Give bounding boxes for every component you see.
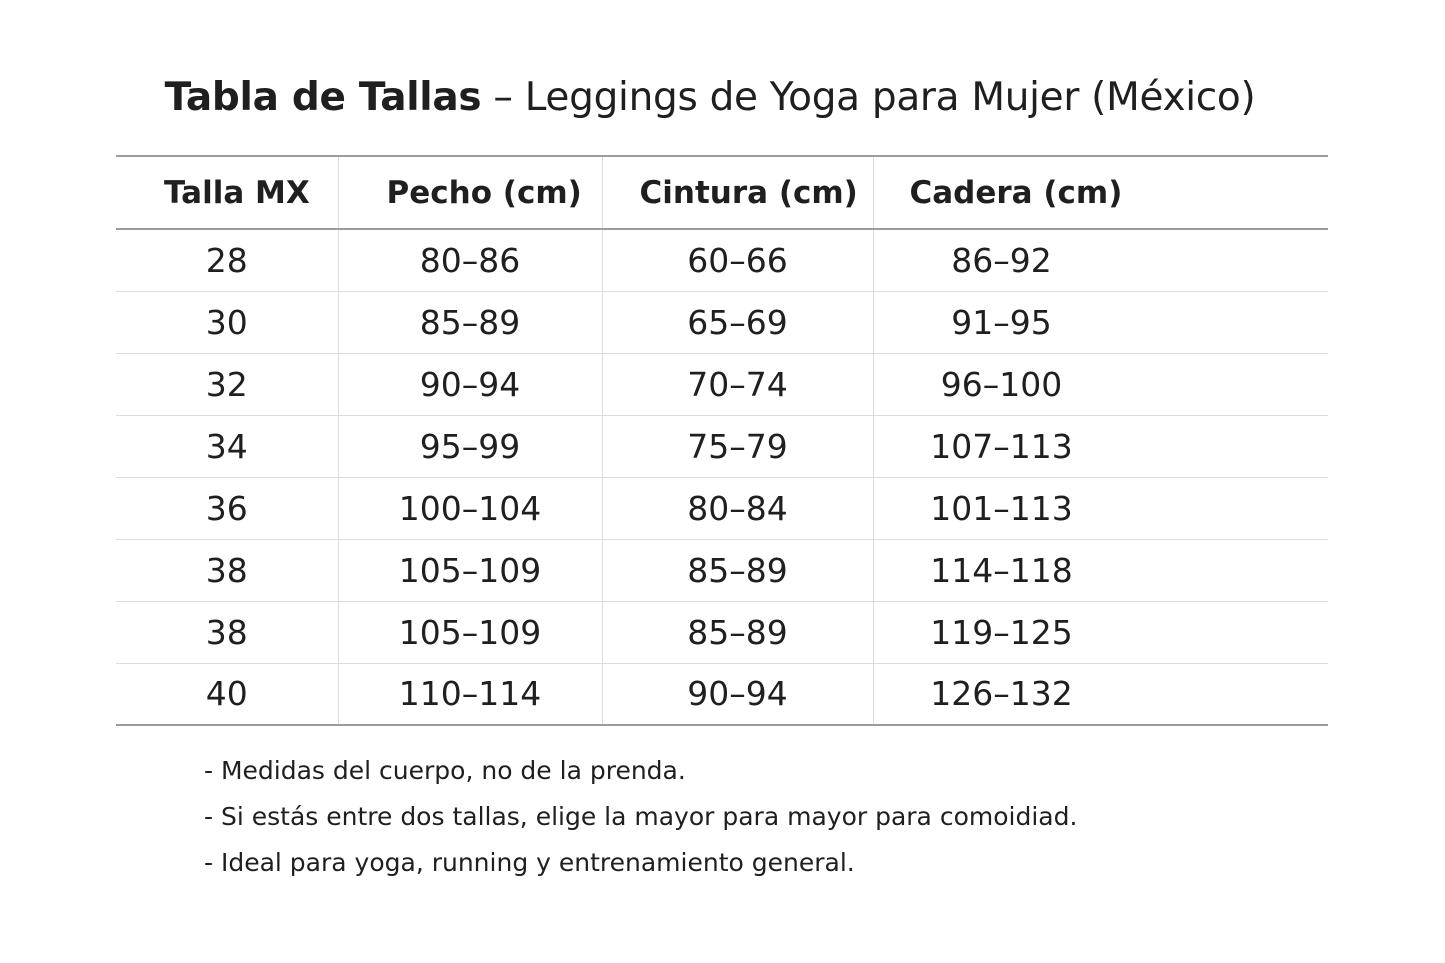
cell-cadera bbox=[873, 477, 1328, 539]
cell-cadera bbox=[873, 601, 1328, 663]
cell-cintura: 75–79 bbox=[602, 415, 873, 477]
cell-talla: 28 bbox=[205, 240, 248, 280]
header-talla: Talla MX bbox=[164, 174, 310, 211]
cell-talla: 30 bbox=[205, 302, 248, 342]
cell-pecho: 110–114 bbox=[338, 663, 602, 725]
header-cintura: Cintura (cm) bbox=[602, 156, 873, 229]
table-row bbox=[116, 601, 1328, 663]
cell-cadera-value: 114–118 bbox=[930, 550, 1073, 590]
cell-cintura: 60–66 bbox=[602, 229, 873, 291]
cell-cadera-value: 126–132 bbox=[930, 674, 1073, 714]
table-body bbox=[116, 229, 1328, 725]
cell-cadera-value: 91–95 bbox=[951, 302, 1052, 342]
table-row bbox=[116, 291, 1328, 353]
cell-talla: 40 bbox=[205, 674, 248, 714]
note-item: - Si estás entre dos tallas, elige la mayor para mayor para comoidiad. bbox=[204, 802, 1078, 831]
cell-cadera-value: 96–100 bbox=[940, 364, 1063, 404]
size-chart-table bbox=[116, 155, 1328, 726]
cell-pecho: 100–104 bbox=[338, 477, 602, 539]
cell-talla: 38 bbox=[205, 550, 248, 590]
table-header bbox=[116, 156, 1328, 229]
notes-list bbox=[204, 748, 1077, 886]
cell-cadera bbox=[873, 291, 1328, 353]
note-item: - Medidas del cuerpo, no de la prenda. bbox=[204, 756, 686, 785]
cell-cintura: 85–89 bbox=[602, 601, 873, 663]
table-row bbox=[116, 353, 1328, 415]
cell-talla: 32 bbox=[205, 364, 248, 404]
note-item: - Ideal para yoga, running y entrenamiento general. bbox=[204, 848, 855, 877]
cell-cintura: 85–89 bbox=[602, 539, 873, 601]
header-cadera: Cadera (cm) bbox=[873, 156, 1328, 229]
cell-cadera-value: 101–113 bbox=[930, 488, 1073, 528]
cell-cadera-value: 107–113 bbox=[930, 426, 1073, 466]
cell-cadera bbox=[873, 539, 1328, 601]
cell-cadera-value: 86–92 bbox=[951, 240, 1052, 280]
cell-cadera bbox=[873, 229, 1328, 291]
cell-pecho: 95–99 bbox=[338, 415, 602, 477]
cell-talla: 38 bbox=[205, 612, 248, 652]
cell-cadera bbox=[873, 353, 1328, 415]
title-bold: Tabla de Tallas bbox=[164, 75, 482, 120]
cell-cadera bbox=[873, 415, 1328, 477]
header-pecho: Pecho (cm) bbox=[338, 156, 602, 229]
table-row bbox=[116, 477, 1328, 539]
cell-talla: 34 bbox=[205, 426, 248, 466]
cell-pecho: 90–94 bbox=[338, 353, 602, 415]
cell-pecho: 85–89 bbox=[338, 291, 602, 353]
page-title bbox=[0, 72, 1420, 124]
cell-cintura: 70–74 bbox=[602, 353, 873, 415]
cell-pecho: 105–109 bbox=[338, 601, 602, 663]
cell-cintura: 80–84 bbox=[602, 477, 873, 539]
cell-cintura: 65–69 bbox=[602, 291, 873, 353]
table-row bbox=[116, 229, 1328, 291]
cell-talla: 36 bbox=[205, 488, 248, 528]
title-subtitle: – Leggings de Yoga para Mujer (México) bbox=[481, 75, 1256, 120]
cell-cadera bbox=[873, 663, 1328, 725]
table-row bbox=[116, 663, 1328, 725]
cell-pecho: 105–109 bbox=[338, 539, 602, 601]
table-row bbox=[116, 539, 1328, 601]
header-row bbox=[116, 156, 1328, 229]
cell-cintura: 90–94 bbox=[602, 663, 873, 725]
cell-cadera-value: 119–125 bbox=[930, 612, 1073, 652]
table-row bbox=[116, 415, 1328, 477]
cell-pecho: 80–86 bbox=[338, 229, 602, 291]
